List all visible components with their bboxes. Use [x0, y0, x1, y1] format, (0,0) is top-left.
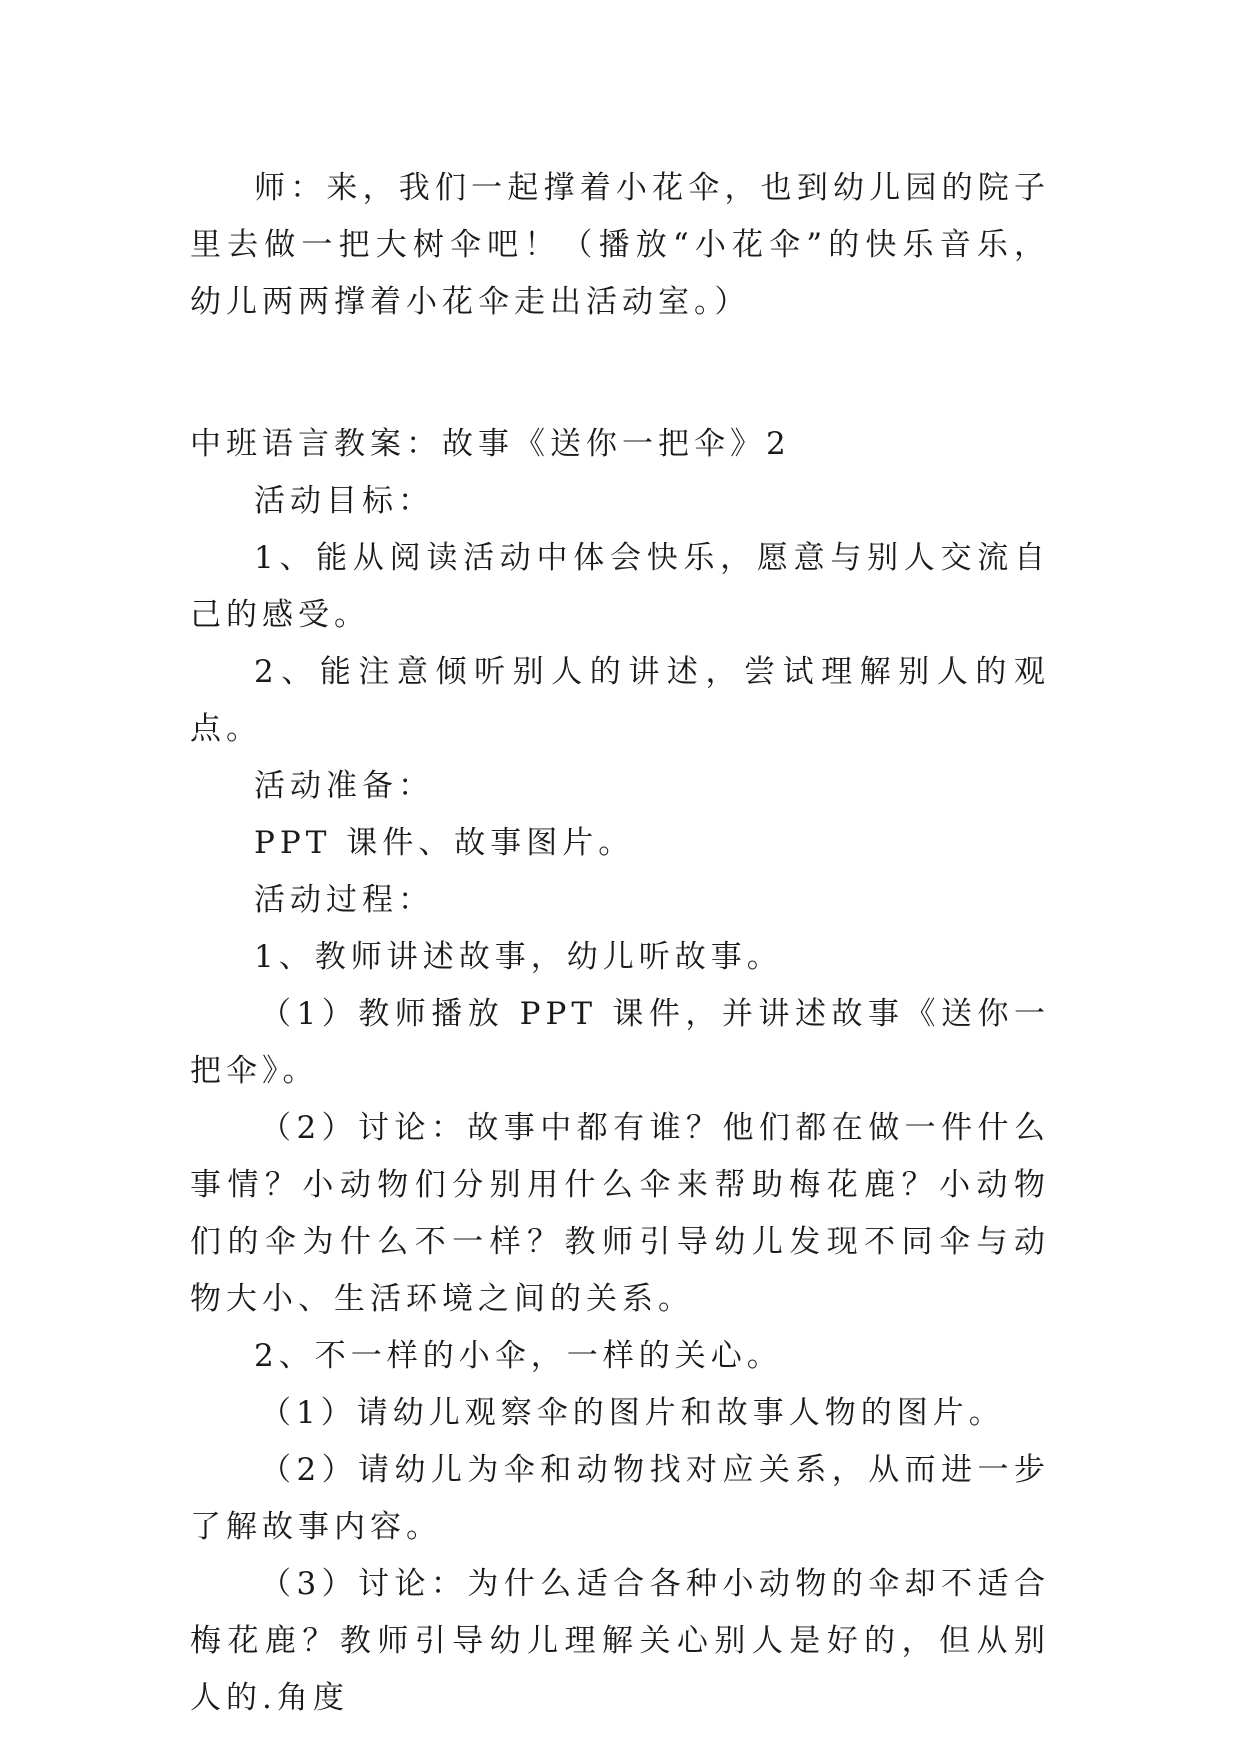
- intro-paragraph: 师：来，我们一起撑着小花伞，也到幼儿园的院子里去做一把大树伞吧！（播放“小花伞”的快乐音乐，幼儿两两撑着小花伞走出活动室。）: [190, 170, 1050, 320]
- goal-2: 2、能注意倾听别人的讲述，尝试理解别人的观点。: [190, 654, 1050, 747]
- step-2-2: （2）请幼儿为伞和动物找对应关系，从而进一步了解故事内容。: [190, 1452, 1050, 1545]
- step-2-3: （3）讨论：为什么适合各种小动物的伞却不适合梅花鹿？教师引导幼儿理解关心别人是好的，但从别人的.角度: [190, 1566, 1050, 1716]
- step-1: 1、教师讲述故事，幼儿听故事。: [254, 939, 783, 975]
- goal-1: 1、能从阅读活动中体会快乐，愿意与别人交流自己的感受。: [190, 540, 1050, 633]
- paragraph-gap: [190, 331, 1050, 416]
- step-1-2: （2）讨论：故事中都有谁？他们都在做一件什么事情？小动物们分别用什么伞来帮助梅花鹿？小动物们的伞为什么不一样？教师引导幼儿发现不同伞与动物大小、生活环境之间的关系。: [190, 1110, 1050, 1317]
- goals-heading: 活动目标：: [254, 483, 434, 519]
- process-heading: 活动过程：: [254, 882, 434, 918]
- step-2: 2、不一样的小伞，一样的关心。: [254, 1338, 783, 1374]
- section-title: 中班语言教案：故事《送你一把伞》2: [190, 426, 791, 462]
- document-page: [190, 160, 1050, 1727]
- step-2-1: （1）请幼儿观察伞的图片和故事人物的图片。: [260, 1395, 1005, 1431]
- prep-text: PPT 课件、故事图片。: [254, 825, 635, 861]
- prep-heading: 活动准备：: [254, 768, 434, 804]
- step-1-1: （1）教师播放 PPT 课件，并讲述故事《送你一把伞》。: [190, 996, 1050, 1089]
